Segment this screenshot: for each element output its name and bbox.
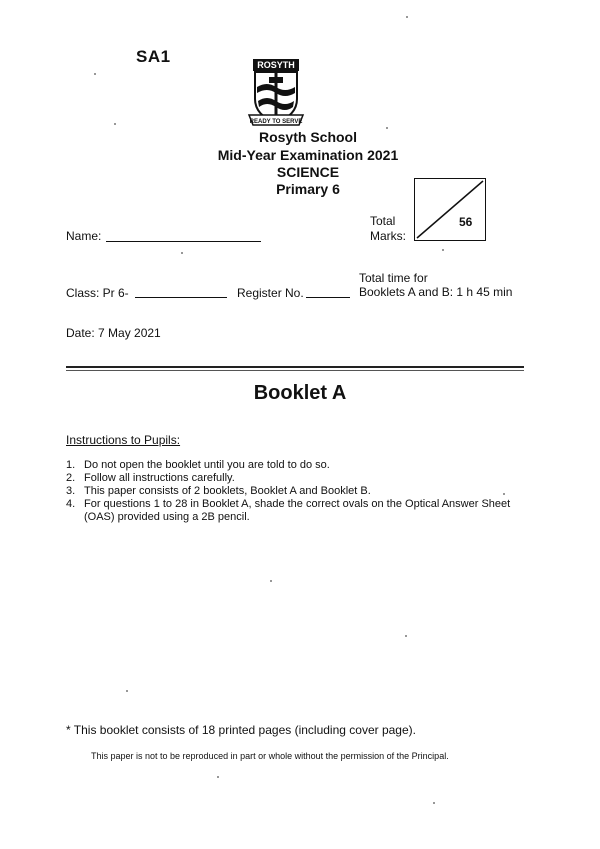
register-label: Register No. bbox=[237, 286, 304, 300]
booklet-title: Booklet A bbox=[253, 382, 347, 404]
total-marks-value: 56 bbox=[459, 215, 473, 229]
level-title: Primary 6 bbox=[276, 181, 340, 197]
scan-speck bbox=[181, 252, 183, 254]
register-field[interactable] bbox=[306, 297, 350, 298]
scan-speck bbox=[433, 802, 435, 804]
total-time-line1: Total time for bbox=[359, 271, 428, 285]
instruction-text: For questions 1 to 28 in Booklet A, shade the correct ovals on the Optical Answer Sheet (OAS) provided using a 2B pencil. bbox=[84, 498, 511, 523]
class-label: Class: Pr 6- bbox=[66, 286, 129, 300]
crest-motto: READY TO SERVE bbox=[249, 119, 303, 125]
crest-top-text: ROSYTH bbox=[257, 60, 295, 70]
total-marks-label bbox=[370, 214, 406, 244]
scan-speck bbox=[270, 580, 272, 582]
permission-note: This paper is not to be reproduced in part or whole without the permission of the Principal. bbox=[91, 751, 449, 761]
date-label: Date: 7 May 2021 bbox=[66, 326, 161, 340]
instruction-number: 3. bbox=[66, 485, 76, 497]
instructions-title: Instructions to Pupils: bbox=[66, 433, 181, 447]
pages-note: * This booklet consists of 18 printed pages (including cover page). bbox=[66, 723, 416, 737]
scan-speck bbox=[386, 127, 388, 129]
name-field[interactable] bbox=[106, 241, 261, 242]
instruction-item bbox=[66, 485, 536, 498]
instruction-item bbox=[66, 498, 536, 524]
class-field[interactable] bbox=[135, 297, 227, 298]
instruction-number: 2. bbox=[66, 472, 76, 484]
scan-speck bbox=[126, 690, 128, 692]
school-crest-icon bbox=[247, 57, 305, 129]
scan-speck bbox=[94, 73, 96, 75]
school-name: Rosyth School bbox=[258, 129, 357, 145]
exam-title: Mid-Year Examination 2021 bbox=[217, 147, 399, 163]
divider bbox=[66, 370, 524, 371]
scan-speck bbox=[442, 249, 444, 251]
instruction-item bbox=[66, 472, 536, 485]
scan-speck bbox=[503, 493, 505, 495]
instruction-number: 1. bbox=[66, 459, 76, 471]
instructions-list bbox=[66, 459, 536, 524]
total-time-label bbox=[359, 271, 512, 299]
instruction-number: 4. bbox=[66, 498, 76, 510]
scan-speck bbox=[217, 776, 219, 778]
scan-speck bbox=[405, 635, 407, 637]
total-time-line2: Booklets A and B: 1 h 45 min bbox=[359, 285, 513, 299]
name-label: Name: bbox=[66, 229, 102, 243]
instruction-text: Follow all instructions carefully. bbox=[84, 472, 235, 484]
instruction-text: Do not open the booklet until you are told to do so. bbox=[84, 459, 330, 471]
subject-title: SCIENCE bbox=[276, 164, 340, 180]
total-marks-label-line1: Total bbox=[370, 214, 396, 228]
scan-speck bbox=[406, 16, 408, 18]
instruction-text: This paper consists of 2 booklets, Booklet A and Booklet B. bbox=[84, 485, 371, 497]
scan-speck bbox=[114, 123, 116, 125]
instruction-item bbox=[66, 459, 536, 472]
total-marks-box bbox=[414, 178, 486, 241]
sa1-label: SA1 bbox=[136, 47, 171, 66]
divider bbox=[66, 366, 524, 368]
total-marks-label-line2: Marks: bbox=[370, 229, 406, 243]
